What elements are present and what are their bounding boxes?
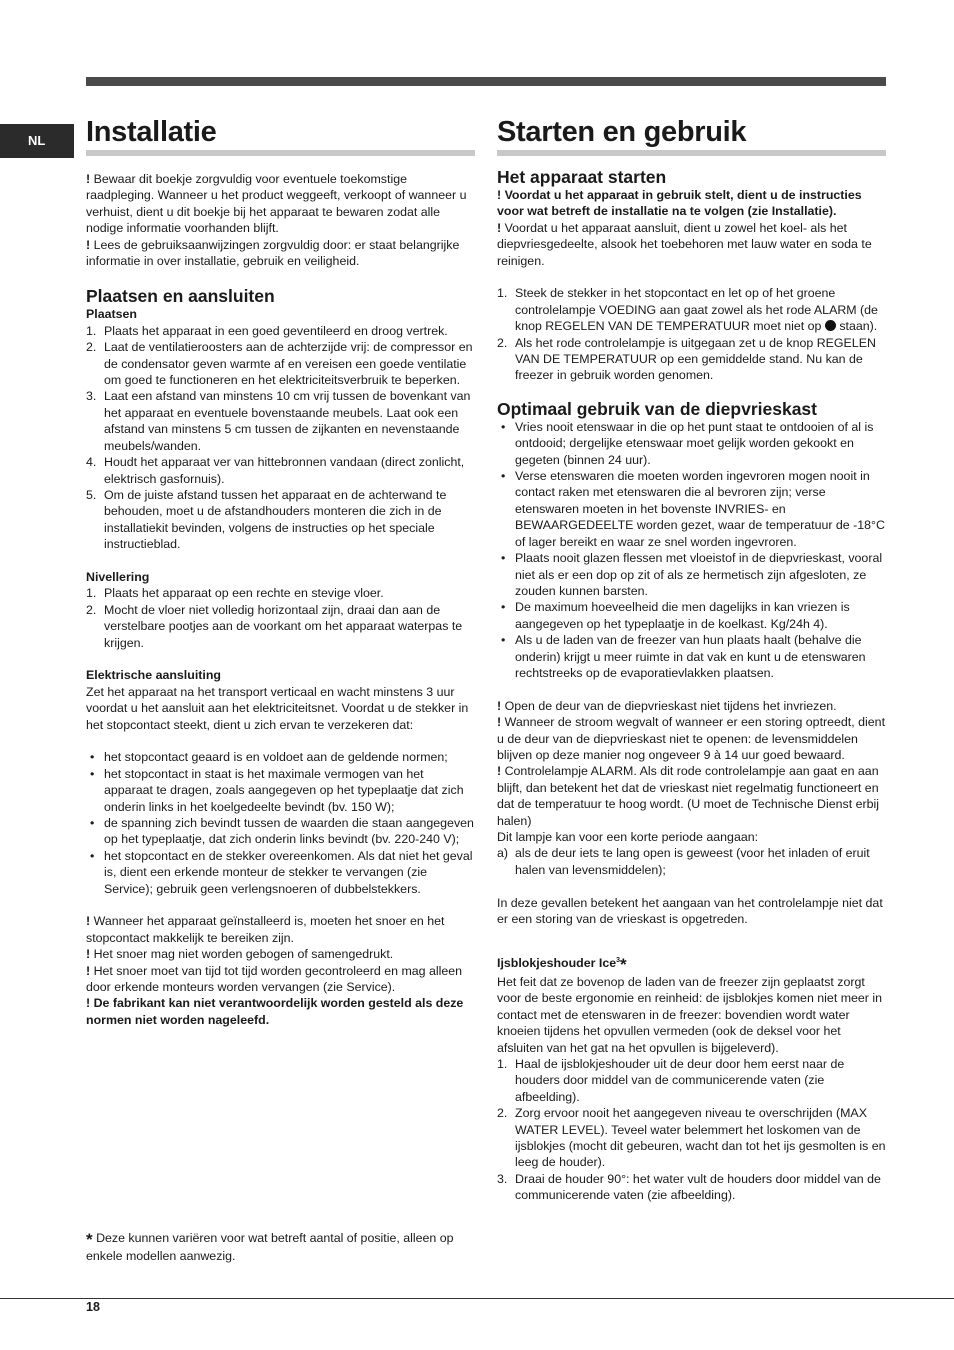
starten-bold-intro: ! Voordat u het apparaat in gebruik stelt, dient u de instructies voor wat betreft de installatie na te volgen (zie Installatie). xyxy=(497,188,862,219)
list-item: • het stopcontact in staat is het maximale vermogen van het apparaat te dragen, zoals aangegeven op het typeplaatje dat zich onderin links in het koelgedeelte bevindt (bv. 150 W); xyxy=(90,766,464,814)
list-item: 1. Plaats het apparaat in een goed geventileerd en droog vertrek. xyxy=(86,323,448,338)
list-item: • Verse etenswaren die moeten worden ingevroren mogen nooit in contact raken met etenswaren die al bevroren zijn; verse etenswaren moeten in het bovenste INVRIES- en BEWAARGEDEELTE worden gezet, waar de temperatuur de -18°C of lager bereikt en waar ze snel worden ingevroren. xyxy=(501,469,885,549)
lamp-text: Dit lampje kan voor een korte periode aangaan: xyxy=(497,830,759,844)
starten-column xyxy=(497,114,886,1204)
list-item: 4. Houdt het apparaat ver van hittebronnen vandaan (direct zonlicht, elektrisch gasfornuis). xyxy=(86,455,465,486)
list-item: 1. Plaats het apparaat op een rechte en stevige vloer. xyxy=(86,586,384,601)
list-item: 1. Haal de ijsblokjeshouder uit de deur door hem eerst naar de houders door middel van de communicerende vaten (zie afbeelding). xyxy=(497,1056,845,1104)
list-item: 3. Laat een afstand van minstens 10 cm vrij tussen de bovenkant van het apparaat en eventuele bovenstaande meubels. Laat ook een afstand van minstens 5 cm tussen de zijkanten en nevenstaande meubels/wanden. xyxy=(86,389,471,453)
footnote-asterisk: * xyxy=(620,955,627,975)
note: ! Wanneer de stroom wegvalt of wanneer er een storing optreedt, dient u de deur van de diepvrieskast niet te openen: de levensmiddelen blijven op deze manier nog ongeveer 9 à 14 uur goed bewaard. xyxy=(497,715,886,762)
starten-intro-2: ! Voordat u het apparaat aansluit, dient u zowel het koel- als het diepvriesgedeelte, alsook het toebehoren met lauw water en soda te reinigen. xyxy=(497,220,872,268)
manufacturer-disclaimer: ! De fabrikant kan niet verantwoordelijk worden gesteld als deze normen niet worden nageleefd. xyxy=(86,996,464,1027)
list-item: a) als de deur iets te lang open is geweest (voor het inladen of eruit halen van levensmiddelen); xyxy=(497,846,870,877)
intro-note-1: ! Bewaar dit boekje zorgvuldig voor eventuele toekomstige raadpleging. Wanneer u het product weggeeft, verkoopt of wanneer u verhuist, dient u dit boekje bij het apparaat te bewaren zodat alle nodige informatie voorhanden blijft. xyxy=(86,172,467,236)
plaatsen-list xyxy=(86,323,475,553)
top-rule xyxy=(86,77,886,86)
ijsblokjeshouder-steps xyxy=(497,1056,886,1204)
subheading-nivellering: Nivellering xyxy=(86,569,150,584)
section-heading-apparaat-starten: Het apparaat starten xyxy=(497,167,667,187)
ijsblokjeshouder-intro: Het feit dat ze bovenop de laden van de freezer zijn geplaatst zorgt voor de beste ergonomie en reinheid: de ijsblokjes komen niet meer in contact met de etenswaren in de freezer: bovendien wordt water knoeien tijdens het opvullen vermeden (ook de deksel voor het afsluiten van het gat na het opvullen is bijgeleverd). xyxy=(497,974,883,1055)
intro-note-2: ! Lees de gebruiksaanwijzingen zorgvuldig door: er staat belangrijke informatie in over installatie, gebruik en veiligheid. xyxy=(86,237,460,269)
starten-title: Starten en gebruik xyxy=(497,114,886,156)
list-item: 3. Draai de houder 90°: het water vult de houders door middel van de communicerende vaten (zie afbeelding). xyxy=(497,1171,881,1203)
section-heading-plaatsen-aansluiten: Plaatsen en aansluiten xyxy=(86,286,275,307)
subheading-elektrische-aansluiting: Elektrische aansluiting xyxy=(86,668,221,683)
subheading-plaatsen: Plaatsen xyxy=(86,307,137,322)
intro-notes xyxy=(86,171,475,269)
optimaal-notes xyxy=(497,698,886,878)
elektrische-intro: Zet het apparaat na het transport verticaal en wacht minstens 3 uur voordat u het aansluit aan het elektriciteitsnet. Voordat u de stekker in het stopcontact steekt, dient u zich ervan te verzekeren dat: xyxy=(86,684,469,732)
list-item: • het stopcontact en de stekker overeenkomen. Als dat niet het geval is, dient een erkende monteur de stekker te vervangen (zie Service); gebruik geen verlengsnoeren of dubbelstekkers. xyxy=(90,848,473,896)
list-item: 2. Mocht de vloer niet volledig horizontaal zijn, draai dan aan de verstelbare pootjes aan de voorkant om het apparaat waterpas te krijgen. xyxy=(86,602,463,650)
warning-note: ! Het snoer mag niet worden gebogen of samengedrukt. xyxy=(86,947,394,962)
installatie-column xyxy=(86,114,475,1028)
installatie-title: Installatie xyxy=(86,114,475,156)
list-item: 1. Steek de stekker in het stopcontact en let op of het groene controlelampje VOEDING aan gaat zowel als het rode ALARM (de knop REGELEN VAN DE TEMPERATUUR moet niet op staan). xyxy=(497,286,878,334)
list-item: 2. Zorg ervoor nooit het aangegeven niveau te overschrijden (MAX WATER LEVEL). Teveel water belemmert het loskomen van de ijsblokjes (mocht dit gebeuren, wacht dan tot het ijs gesmolten is en leeg de houder). xyxy=(497,1106,886,1170)
warning-notes xyxy=(86,913,475,1028)
list-item: • De maximum hoeveelheid die men dagelijks in kan vriezen is aangegeven op het typeplaatje in de koelkast. Kg/24h 4). xyxy=(501,600,850,631)
off-position-dot-icon xyxy=(825,320,836,331)
language-tab: NL xyxy=(0,124,74,158)
warning-note: ! Het snoer moet van tijd tot tijd worden gecontroleerd en mag alleen door erkende monteurs worden vervangen (zie Service). xyxy=(86,963,463,995)
warning-note: ! Wanneer het apparaat geïnstalleerd is, moeten het snoer en het stopcontact makkelijk te bereiken zijn. xyxy=(86,914,445,945)
section-heading-optimaal-gebruik: Optimaal gebruik van de diepvrieskast xyxy=(497,398,817,419)
list-item: • het stopcontact geaard is en voldoet aan de geldende normen; xyxy=(90,750,448,765)
list-item: • de spanning zich bevindt tussen de waarden die staan aangegeven op het typeplaatje, dat zich onderin links bevindt (bv. 220-240 V); xyxy=(90,815,474,847)
page-number: 18 xyxy=(86,1300,100,1314)
optimaal-bullets xyxy=(497,419,886,682)
lamp-conclusion: In deze gevallen betekent het aangaan van het controlelampje niet dat er een storing van de vrieskast is opgetreden. xyxy=(497,895,883,927)
list-item: 5. Om de juiste afstand tussen het apparaat en de achterwand te behouden, moet u de afstandhouders monteren die zich in de installatiekit bevinden, volgens de instructies op het speciale instructieblad. xyxy=(86,487,447,552)
bottom-rule xyxy=(0,1298,954,1299)
footnote: * Deze kunnen variëren voor wat betreft aantal of positie, alleen op enkele modellen aanwezig. xyxy=(86,1230,454,1264)
elektrische-bullets xyxy=(86,749,475,897)
subheading-ijsblokjeshouder: Ijsblokjeshouder Ice$^3$* xyxy=(497,955,627,975)
list-item: • Als u de laden van de freezer van hun plaats haalt (behalve die onderin) krijgt u meer ruimte in dat vak en kunt u de etenswaren rechtstreeks op de evaporatievlakken plaatsen. xyxy=(501,633,866,680)
note: ! Open de deur van de diepvrieskast niet tijdens het invriezen. xyxy=(497,698,837,713)
note: ! Controlelampje ALARM. Als dit rode controlelampje aan gaat en aan blijft, dan betekent het dat de vrieskast niet regelmatig functioneert en dat de temperatuur te hoog wordt. (U moet de Technische Dienst erbij halen) xyxy=(497,764,880,828)
starten-steps xyxy=(497,285,886,383)
nivellering-list xyxy=(86,585,475,651)
footnote-asterisk: * xyxy=(86,1230,93,1249)
list-item: • Vries nooit etenswaar in die op het punt staat te ontdooien of al is ontdooid; dergelijke etenswaar moet gelijk worden gekookt en gegeten (binnen 24 uur). xyxy=(501,419,874,467)
list-item: 2. Als het rode controlelampje is uitgegaan zet u de knop REGELEN VAN DE TEMPERATUUR op een gemiddelde stand. Nu kan de freezer in gebruik worden genomen. xyxy=(497,335,876,383)
list-item: • Plaats nooit glazen flessen met vloeistof in de diepvrieskast, vooral niet als er een dop op zit of als ze hermetisch zijn afgesloten, ze zouden kunnen barsten. xyxy=(501,551,883,598)
list-item: 2. Laat de ventilatieroosters aan de achterzijde vrij: de compressor en de condensator geven warmte af en vereisen een goede ventilatie om goed te functioneren en het elektriciteitsverbruik te beperken. xyxy=(86,340,473,388)
